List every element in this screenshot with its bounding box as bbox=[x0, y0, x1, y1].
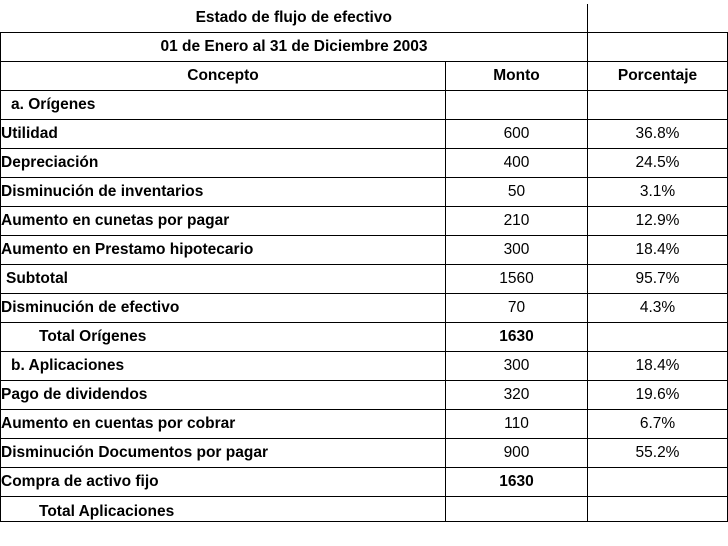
row-monto: 400 bbox=[446, 149, 588, 178]
row-porcentaje bbox=[588, 497, 728, 522]
row-monto: 70 bbox=[446, 294, 588, 323]
row-monto bbox=[446, 91, 588, 120]
table-row bbox=[1, 207, 728, 236]
column-header-porcentaje: Porcentaje bbox=[588, 62, 728, 91]
table-row bbox=[1, 149, 728, 178]
table-row bbox=[1, 352, 728, 381]
row-monto: 210 bbox=[446, 207, 588, 236]
cash-flow-statement bbox=[0, 4, 728, 522]
table-row bbox=[1, 265, 728, 294]
period-empty-cell bbox=[588, 33, 728, 62]
row-monto bbox=[446, 497, 588, 522]
row-monto: 600 bbox=[446, 120, 588, 149]
row-monto: 900 bbox=[446, 439, 588, 468]
row-concepto: a. Orígenes bbox=[1, 91, 446, 120]
table-row bbox=[1, 468, 728, 497]
row-porcentaje: 24.5% bbox=[588, 149, 728, 178]
table-row bbox=[1, 381, 728, 410]
row-monto: 110 bbox=[446, 410, 588, 439]
row-concepto: Aumento en Prestamo hipotecario bbox=[1, 236, 446, 265]
row-porcentaje: 4.3% bbox=[588, 294, 728, 323]
row-concepto: Depreciación bbox=[1, 149, 446, 178]
row-porcentaje bbox=[588, 468, 728, 497]
table-row bbox=[1, 439, 728, 468]
row-porcentaje: 6.7% bbox=[588, 410, 728, 439]
table-row bbox=[1, 294, 728, 323]
title-empty-cell bbox=[588, 4, 728, 33]
table-row bbox=[1, 236, 728, 265]
table-row bbox=[1, 120, 728, 149]
row-concepto: Compra de activo fijo bbox=[1, 468, 446, 497]
row-monto: 50 bbox=[446, 178, 588, 207]
column-header-monto: Monto bbox=[446, 62, 588, 91]
cash-flow-table bbox=[0, 4, 728, 522]
column-header-concepto: Concepto bbox=[1, 62, 446, 91]
row-concepto: Aumento en cuentas por cobrar bbox=[1, 410, 446, 439]
row-concepto: Utilidad bbox=[1, 120, 446, 149]
table-row bbox=[1, 410, 728, 439]
row-concepto: Total Aplicaciones bbox=[1, 497, 446, 522]
statement-period: 01 de Enero al 31 de Diciembre 2003 bbox=[1, 33, 588, 62]
statement-title: Estado de flujo de efectivo bbox=[1, 4, 588, 33]
row-concepto: Disminución Documentos por pagar bbox=[1, 439, 446, 468]
row-porcentaje: 95.7% bbox=[588, 265, 728, 294]
row-monto: 300 bbox=[446, 236, 588, 265]
row-monto: 320 bbox=[446, 381, 588, 410]
row-porcentaje: 18.4% bbox=[588, 236, 728, 265]
table-row bbox=[1, 497, 728, 522]
row-porcentaje bbox=[588, 323, 728, 352]
table-row bbox=[1, 323, 728, 352]
row-concepto: Disminución de efectivo bbox=[1, 294, 446, 323]
row-porcentaje: 3.1% bbox=[588, 178, 728, 207]
row-porcentaje: 19.6% bbox=[588, 381, 728, 410]
table-row bbox=[1, 91, 728, 120]
row-concepto: Aumento en cunetas por pagar bbox=[1, 207, 446, 236]
row-concepto: Disminución de inventarios bbox=[1, 178, 446, 207]
table-row bbox=[1, 178, 728, 207]
row-monto: 1630 bbox=[446, 468, 588, 497]
row-porcentaje: 12.9% bbox=[588, 207, 728, 236]
row-porcentaje: 36.8% bbox=[588, 120, 728, 149]
row-concepto: Subtotal bbox=[1, 265, 446, 294]
row-porcentaje bbox=[588, 91, 728, 120]
row-porcentaje: 55.2% bbox=[588, 439, 728, 468]
row-monto: 300 bbox=[446, 352, 588, 381]
row-concepto: Total Orígenes bbox=[1, 323, 446, 352]
row-monto: 1630 bbox=[446, 323, 588, 352]
row-concepto: Pago de dividendos bbox=[1, 381, 446, 410]
row-monto: 1560 bbox=[446, 265, 588, 294]
row-porcentaje: 18.4% bbox=[588, 352, 728, 381]
row-concepto: b. Aplicaciones bbox=[1, 352, 446, 381]
